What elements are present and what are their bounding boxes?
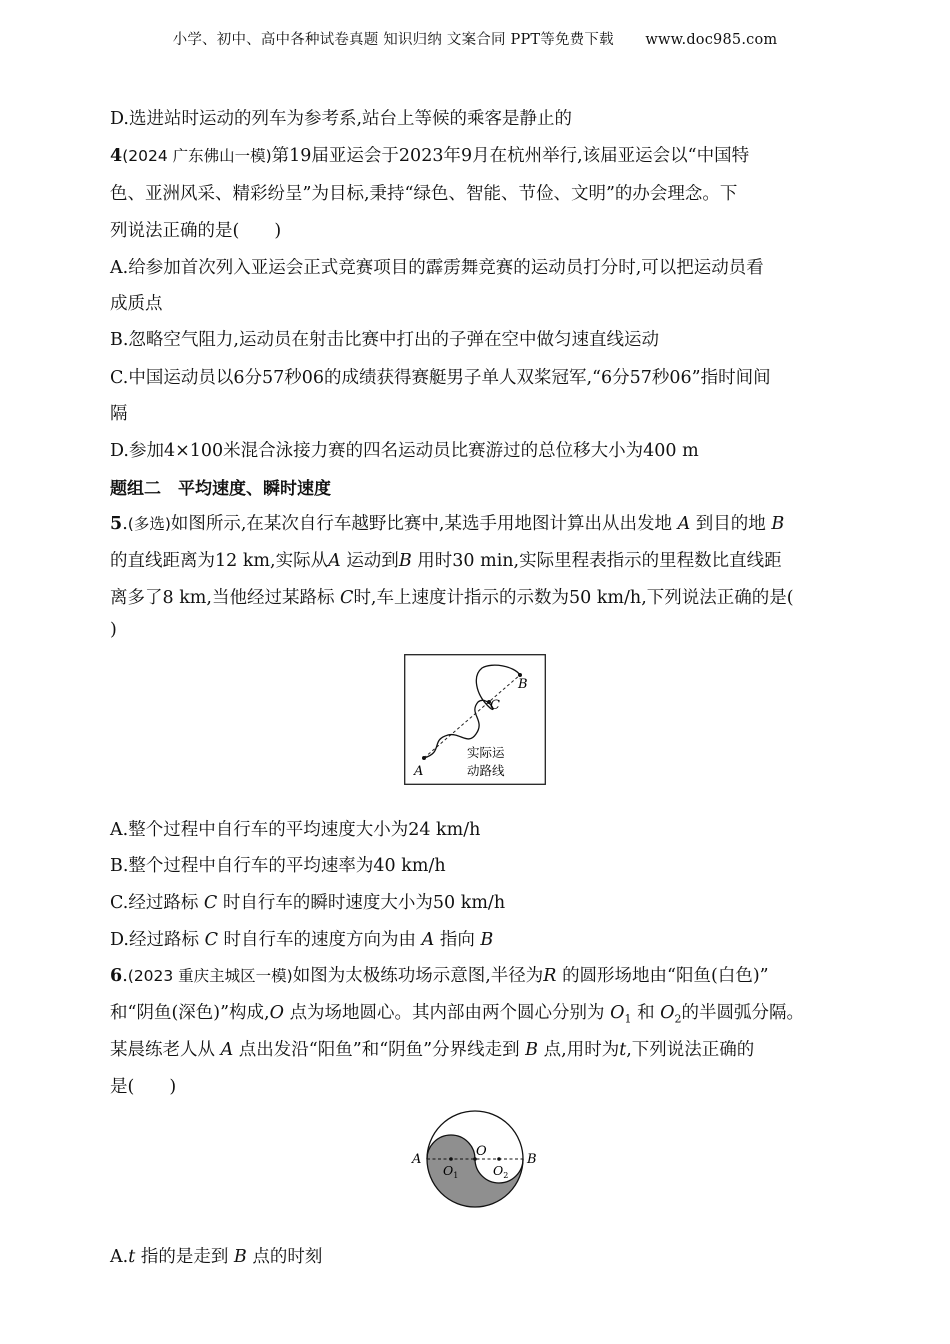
q5-var-a-2: A <box>328 551 341 571</box>
q5-number: 5 <box>110 514 123 534</box>
q5-var-b: B <box>771 514 785 534</box>
q4-stem-line-3: 列说法正确的是( ) <box>110 221 282 241</box>
q5-var-b-2: B <box>398 551 412 571</box>
q4-option-a-line-1: A.给参加首次列入亚运会正式竞赛项目的霹雳舞竞赛的运动员打分时,可以把运动员看 <box>110 258 764 278</box>
route-note-2: 动路线 <box>467 763 505 778</box>
q6-taiji-figure <box>408 1100 548 1212</box>
q4-source: (2024 广东佛山一模) <box>122 147 272 165</box>
q6-var-b: B <box>525 1040 539 1060</box>
label-o1-sub: 1 <box>453 1171 459 1180</box>
point-o1 <box>449 1157 453 1161</box>
q5-stem-text-3a: 离多了8 km,当他经过某路标 <box>110 588 335 608</box>
label-o2 <box>493 1163 508 1180</box>
header-text: 小学、初中、高中各种试卷真题 知识归纳 文案合同 PPT等免费下载 <box>172 32 614 48</box>
q6-option-a-var-t: t <box>128 1247 136 1267</box>
q5-stem-text-2b: 运动到 <box>346 551 399 571</box>
q4-option-b: B.忽略空气阻力,运动员在射击比赛中打出的子弹在空中做匀速直线运动 <box>110 330 659 350</box>
q5-stem-line-1: 5.(多选)如图所示,在某次自行车越野比赛中,某选手用地图计算出从出发地 A 到目的地 B <box>110 514 785 534</box>
q6-option-a-text-2: 指的是走到 <box>140 1247 229 1267</box>
q6-stem-text-2a: 和“阴鱼(深色)”构成, <box>110 1003 270 1023</box>
label-a: A <box>414 764 424 779</box>
q4-stem-line-1 <box>110 142 749 167</box>
q6-stem-text-3a: 某晨练老人从 <box>110 1040 215 1060</box>
q5-stem-text-1a: 如图所示,在某次自行车越野比赛中,某选手用地图计算出从出发地 <box>170 514 672 534</box>
q5-option-d <box>110 926 493 951</box>
label-a: A <box>412 1152 422 1167</box>
q6-var-r: R <box>543 966 557 986</box>
label-o1-letter: O <box>443 1163 454 1178</box>
q5-stem-line-3 <box>110 584 794 609</box>
page-header <box>0 28 950 49</box>
q6-option-a-text-3: 点的时刻 <box>252 1247 323 1267</box>
label-o2-letter: O <box>493 1163 504 1178</box>
q5-var-a: A <box>677 514 691 534</box>
q4-option-a-line-2: 成质点 <box>110 294 163 314</box>
label-o2-sub: 2 <box>503 1171 509 1180</box>
q6-stem-line-3 <box>110 1036 754 1061</box>
q5-stem-text-2c: 用时30 min,实际里程表指示的里程数比直线距 <box>417 551 782 571</box>
q4-option-c-line-2: 隔 <box>110 404 128 424</box>
q5-stem-text-3b: 时,车上速度计指示的示数为50 km/h,下列说法正确的是( <box>353 588 794 608</box>
label-b: B <box>518 677 528 692</box>
q5-option-d-text-2: 时自行车的速度方向为由 <box>223 930 417 950</box>
q5-option-d-var-c: C <box>204 930 218 950</box>
q5-option-c-text-1: C.经过路标 <box>110 893 199 913</box>
q6-var-t: t <box>619 1040 627 1060</box>
yin-fish <box>427 1135 523 1207</box>
header-site: www.doc985.com <box>645 32 778 48</box>
q6-stem-line-2 <box>110 999 804 1026</box>
q4-stem-line-2: 色、亚洲风采、精彩纷呈”为目标,秉持“绿色、智能、节俭、文明”的办会理念。下 <box>110 184 738 204</box>
label-b: B <box>527 1152 537 1167</box>
q6-option-a <box>110 1243 322 1268</box>
q6-option-a-var-b: B <box>233 1247 247 1267</box>
q5-stem-line-2 <box>110 547 782 572</box>
q5-stem-line-4: ) <box>110 620 117 640</box>
q4-number: 4 <box>110 146 123 166</box>
q5-option-c <box>110 889 505 914</box>
q6-stem-text-2c: 和 <box>637 1003 655 1023</box>
point-a <box>422 756 426 760</box>
label-o: O <box>476 1144 487 1159</box>
q6-stem-text-1a: 如图为太极练功场示意图,半径为 <box>292 966 544 986</box>
route-note-1: 实际运 <box>467 745 505 760</box>
q5-option-d-text-3: 指向 <box>439 930 475 950</box>
q4-option-c-line-1: C.中国运动员以6分57秒06的成绩获得赛艇男子单人双桨冠军,“6分57秒06”指时间间 <box>110 368 771 388</box>
q5-option-c-text-2: 时自行车的瞬时速度大小为50 km/h <box>222 893 506 913</box>
q6-stem-text-2b: 点为场地圆心。其内部由两个圆心分别为 <box>289 1003 605 1023</box>
q3-option-d: D.选进站时运动的列车为参考系,站台上等候的乘客是静止的 <box>110 109 573 129</box>
q6-sub-2: 2 <box>674 1012 682 1026</box>
q5-route-figure <box>404 654 546 785</box>
q5-option-b: B.整个过程中自行车的平均速率为40 km/h <box>110 856 446 876</box>
q5-stem-text-1b: 到目的地 <box>695 514 766 534</box>
q5-option-a: A.整个过程中自行车的平均速度大小为24 km/h <box>110 820 481 840</box>
point-o2 <box>497 1157 501 1161</box>
q6-stem-line-1: 6.(2023 重庆主城区一模)如图为太极练功场示意图,半径为R 的圆形场地由“阳鱼(白色)” <box>110 966 769 986</box>
q6-var-o2: O <box>660 1003 675 1023</box>
q6-stem-line-4: 是( ) <box>110 1077 177 1097</box>
q6-var-o1: O <box>610 1003 625 1023</box>
q6-stem-text-2d: 的半圆弧分隔。 <box>681 1003 805 1023</box>
q5-option-c-var: C <box>203 893 218 913</box>
q5-var-c: C <box>340 588 354 608</box>
q5-option-d-text-1: D.经过路标 <box>110 930 199 950</box>
q5-stem-text-2a: 的直线距离为12 km,实际从 <box>110 551 329 571</box>
q6-source: (2023 重庆主城区一模) <box>127 967 293 985</box>
section-title: 题组二 平均速度、瞬时速度 <box>110 479 331 499</box>
q6-stem-text-1b: 的圆形场地由“阳鱼(白色)” <box>562 966 769 986</box>
q6-var-a: A <box>220 1040 234 1060</box>
q6-var-o: O <box>269 1003 284 1023</box>
q5-source: (多选) <box>127 515 171 533</box>
q4-stem-text-1: 第19届亚运会于2023年9月在杭州举行,该届亚运会以“中国特 <box>271 146 750 166</box>
q6-stem-text-3d: ,下列说法正确的 <box>626 1040 755 1060</box>
q6-stem-text-3b: 点出发沿“阳鱼”和“阴鱼”分界线走到 <box>238 1040 520 1060</box>
q6-number: 6 <box>110 966 123 986</box>
q4-option-d: D.参加4×100米混合泳接力赛的四名运动员比赛游过的总位移大小为400 m <box>110 441 699 461</box>
q6-option-a-text-1: A. <box>110 1247 129 1267</box>
q6-stem-text-3c: 点,用时为 <box>543 1040 620 1060</box>
q5-option-d-var-b: B <box>480 930 494 950</box>
q5-option-d-var-a: A <box>421 930 435 950</box>
label-c: C <box>490 698 500 713</box>
q6-sub-1: 1 <box>624 1012 632 1026</box>
